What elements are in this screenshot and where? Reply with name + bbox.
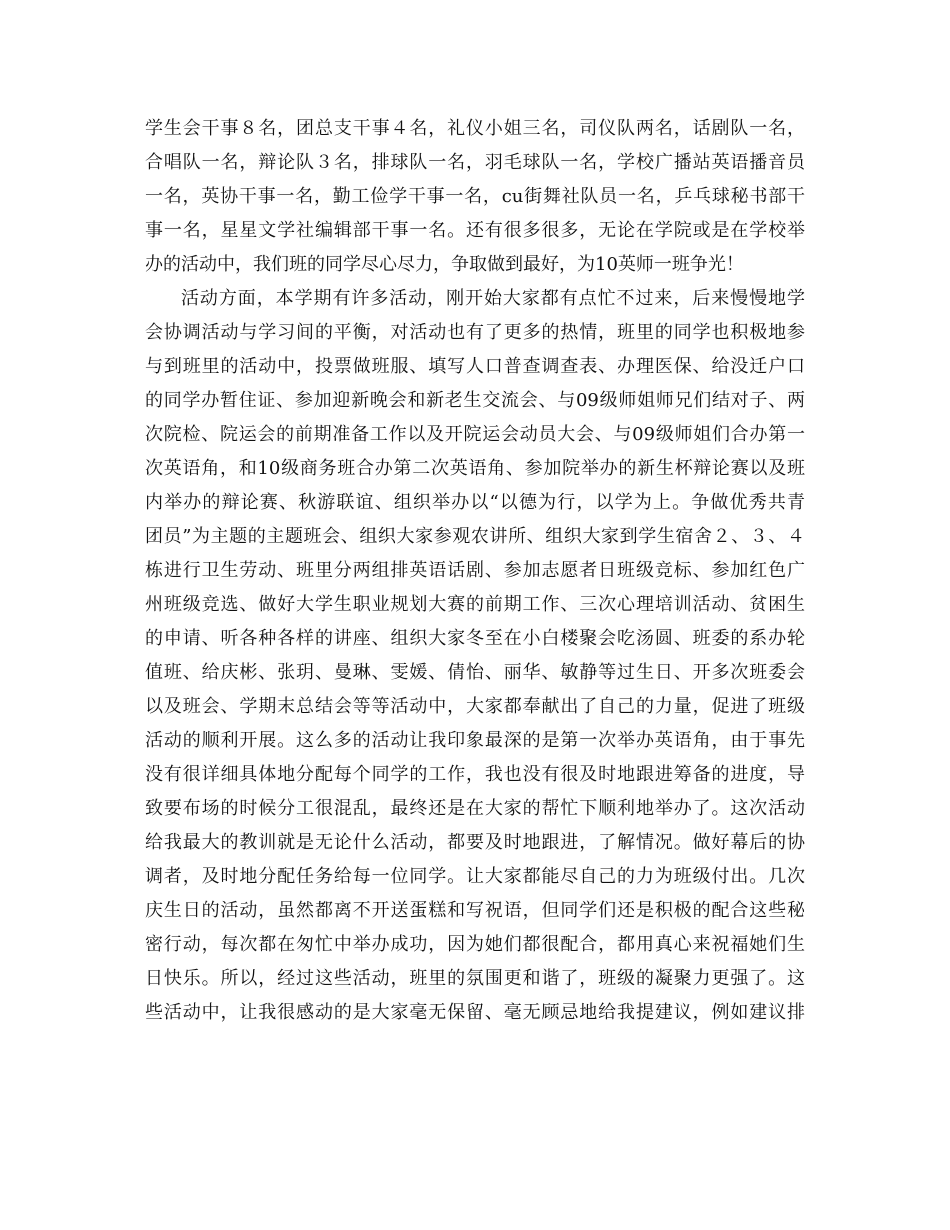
text-line: 次院检、院运会的前期准备工作以及开院运会动员大会、与09级师姐们合办第一: [145, 424, 805, 445]
text-line: 给我最大的教训就是无论什么活动，都要及时地跟进，了解情况。做好幕后的协: [145, 832, 805, 853]
text-line: 庆生日的活动，虽然都离不开送蛋糕和写祝语，但同学们还是积极的配合这些秘: [145, 900, 805, 921]
text-line: 会协调活动与学习间的平衡，对活动也有了更多的热情，班里的同学也积极地参: [145, 322, 805, 343]
text-line: 与到班里的活动中，投票做班服、填写人口普查调查表、办理医保、给没迁户口: [145, 356, 805, 377]
text-line: 活动方面，本学期有许多活动，刚开始大家都有点忙不过来，后来慢慢地学: [181, 288, 805, 309]
text-line: 致要布场的时候分工很混乱，最终还是在大家的帮忙下顺利地举办了。这次活动: [145, 798, 805, 819]
text-line: 的同学办暂住证、参加迎新晚会和新老生交流会、与09级师姐师兄们结对子、两: [145, 390, 805, 411]
text-line: 密行动，每次都在匆忙中举办成功，因为她们都很配合，都用真心来祝福她们生: [145, 934, 805, 955]
text-line: 以及班会、学期末总结会等等活动中，大家都奉献出了自己的力量，促进了班级: [145, 696, 805, 717]
text-line: 事一名，星星文学社编辑部干事一名。还有很多很多，无论在学院或是在学校举: [145, 220, 805, 241]
text-line: 学生会干事８名，团总支干事４名，礼仪小姐三名，司仪队两名，话剧队一名，: [145, 118, 805, 139]
text-line: 内举办的辩论赛、秋游联谊、组织举办以“以德为行，以学为上。争做优秀共青: [145, 492, 805, 513]
text-line: 活动的顺利开展。这么多的活动让我印象最深的是第一次举办英语角，由于事先: [145, 730, 805, 751]
paragraph-2: [145, 282, 805, 1030]
text-line: 州班级竞选、做好大学生职业规划大赛的前期工作、三次心理培训活动、贫困生: [145, 594, 805, 615]
text-line: 日快乐。所以，经过这些活动，班里的氛围更和谐了，班级的凝聚力更强了。这: [145, 968, 805, 989]
text-line: 些活动中，让我很感动的是大家毫无保留、毫无顾忌地给我提建议，例如建议排: [145, 1002, 805, 1023]
text-line: 一名，英协干事一名，勤工俭学干事一名，cu街舞社队员一名，乒乓球秘书部干: [145, 186, 805, 207]
text-line: 的申请、听各种各样的讲座、组织大家冬至在小白楼聚会吃汤圆、班委的系办轮: [145, 628, 805, 649]
text-line: 栋进行卫生劳动、班里分两组排英语话剧、参加志愿者日班级竞标、参加红色广: [145, 560, 805, 581]
paragraph-1: [145, 112, 805, 282]
text-line: 合唱队一名，辩论队３名，排球队一名，羽毛球队一名，学校广播站英语播音员: [145, 152, 805, 173]
text-line: 没有很详细具体地分配每个同学的工作，我也没有很及时地跟进筹备的进度，导: [145, 764, 805, 785]
body-text: [145, 112, 805, 1030]
text-line: 次英语角，和10级商务班合办第二次英语角、参加院举办的新生杯辩论赛以及班: [145, 458, 805, 479]
text-line: 团员”为主题的主题班会、组织大家参观农讲所、组织大家到学生宿舍２、３、４: [145, 526, 805, 547]
text-line: 调者，及时地分配任务给每一位同学。让大家都能尽自己的力为班级付出。几次: [145, 866, 805, 887]
text-line: 办的活动中，我们班的同学尽心尽力，争取做到最好，为10英师一班争光！: [145, 254, 744, 275]
text-line: 值班、给庆彬、张玥、曼琳、雯媛、倩怡、丽华、敏静等过生日、开多次班委会: [145, 662, 805, 683]
